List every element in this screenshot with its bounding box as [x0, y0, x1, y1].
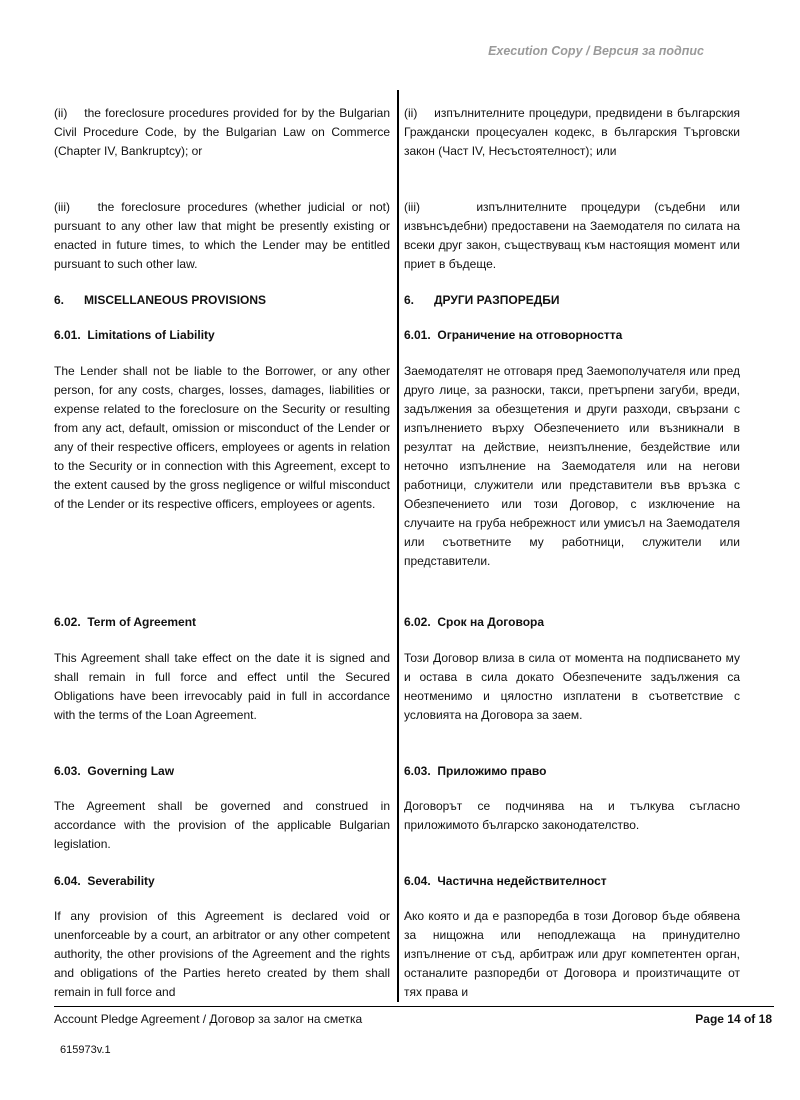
section-604-text-bg: Ако която и да е разпоредба в този Договор бъде обявена за нищожна или неподлежаща на принудително изпълнение от съд, арбитраж или друг компетентен орган, останалите разпоредби от Договора и произтичащите от тях права и: [404, 909, 740, 999]
document-page: [54, 90, 774, 1002]
section-602-text-en: This Agreement shall take effect on the date it is signed and shall remain in full force and effect until the Secured Obligations have been irrevocably paid in full in accordance with the terms of the Loan Agreement.: [54, 651, 390, 722]
clause-iii-en: (iii) the foreclosure procedures (whether judicial or not) pursuant to any other law that might be presently existing or enacted in future times, to which the Lender may be entitled pursuant to such other law.: [54, 200, 390, 271]
section-6-heading-bg: 6. ДРУГИ РАЗПОРЕДБИ: [404, 293, 560, 307]
section-603-heading-en: 6.03. Governing Law: [54, 764, 175, 778]
section-601-heading-en: 6.01. Limitations of Liability: [54, 328, 215, 342]
footer-rule: [54, 1006, 774, 1007]
section-601-text-bg: Заемодателят не отговаря пред Заемополучателя или пред друго лице, за разноски, такси, претърпени загуби, вреди, задължения за обезщетения и други разходи, свързани с изпълнението върху Обезпечението или възникнали в резултат на действие, неизпълнение, бездействие или неточно изпълнение на Заемодателя или на негови работници, служители или представители във връзка с Обезпечението или този Договор, с изключение на случаите на груба небрежност или умисъл на Заемодателя или съответните му работници, служители или представители.: [404, 364, 740, 568]
column-divider: [397, 90, 399, 1002]
section-603-text-bg: Договорът се подчинява на и тълкува съгласно приложимото българско законодателство.: [404, 799, 740, 832]
document-reference: 615973v.1: [60, 1044, 111, 1056]
execution-copy-header: Execution Copy / Версия за подпис: [488, 44, 704, 58]
clause-ii-bg: (ii) изпълнителните процедури, предвидени в българския Граждански процесуален кодекс, в българския Търговски закон (Част IV, Несъстоятелност); или: [404, 106, 740, 158]
section-604-heading-bg: 6.04. Частична недействителност: [404, 874, 607, 888]
section-602-heading-en: 6.02. Term of Agreement: [54, 615, 197, 629]
clause-iii-bg: (iii) изпълнителните процедури (съдебни или извънсъдебни) предоставени на Заемодателя по силата на всеки друг закон, съществуващ към настоящия момент или приет в бъдеще.: [404, 200, 740, 271]
section-602-text-bg: Този Договор влиза в сила от момента на подписването му и остава в сила докато Обезпечените задължения са неотменимо и цялостно изплатени в съответствие с условията на Договора за заем.: [404, 651, 740, 722]
section-6-heading-en: 6. MISCELLANEOUS PROVISIONS: [54, 293, 267, 307]
section-601-heading-bg: 6.01. Ограничение на отговорността: [404, 328, 623, 342]
section-601-text-en: The Lender shall not be liable to the Borrower, or any other person, for any costs, charges, losses, damages, liabilities or expense related to the foreclosure on the Security or resulting from any act, default, omission or misconduct of the Lender or any of their respective officers, employees or agents in relation to the Security or in connection with this Agreement, except to the extent caused by the gross negligence or wilful misconduct of the Lender or its respective officers, employees or agents.: [54, 364, 390, 511]
clause-ii-en: (ii) the foreclosure procedures provided for by the Bulgarian Civil Procedure Code, by the Bulgarian Law on Commerce (Chapter IV, Bankruptcy); or: [54, 106, 390, 158]
page-number: Page 14 of 18: [695, 1012, 772, 1026]
section-604-text-en: If any provision of this Agreement is declared void or unenforceable by a court, an arbitrator or any other competent authority, the other provisions of the Agreement and the rights and obligations of the Parties hereto created by them shall remain in full force and: [54, 909, 390, 999]
section-603-text-en: The Agreement shall be governed and construed in accordance with the provision of the applicable Bulgarian legislation.: [54, 799, 390, 851]
footer-document-title: Account Pledge Agreement / Договор за залог на сметка: [54, 1012, 363, 1026]
section-603-heading-bg: 6.03. Приложимо право: [404, 764, 547, 778]
section-602-heading-bg: 6.02. Срок на Договора: [404, 615, 545, 629]
section-604-heading-en: 6.04. Severability: [54, 874, 155, 888]
